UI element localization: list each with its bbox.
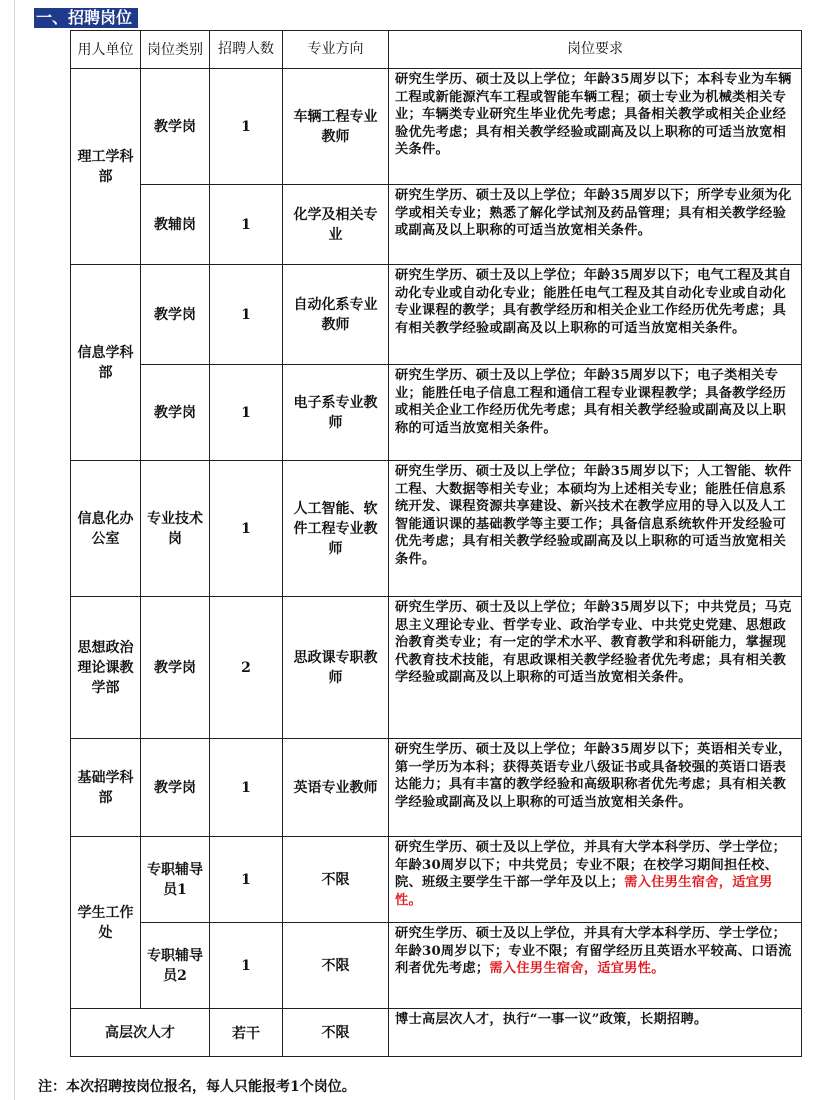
table-row bbox=[71, 461, 802, 597]
req-cell: 研究生学历、硕士及以上学位；年龄35周岁以下；所学专业须为化学或相关专业；熟悉了解化学试剂及药品管理；具有相关教学经验或副高及以上职称的可适当放宽相关条件。 bbox=[389, 185, 802, 265]
table-row bbox=[71, 1009, 802, 1057]
type-cell: 专职辅导员1 bbox=[141, 837, 210, 923]
header-major: 专业方向 bbox=[283, 31, 389, 69]
major-cell: 不限 bbox=[283, 837, 389, 923]
recruitment-table bbox=[70, 30, 802, 1057]
major-cell: 不限 bbox=[283, 1009, 389, 1057]
type-cell: 教学岗 bbox=[141, 365, 210, 461]
req-cell: 研究生学历、硕士及以上学位；年龄35周岁以下；本科专业为车辆工程或新能源汽车工程或智能车辆工程；硕士专业为机械类相关专业；车辆类专业研究生毕业优先考虑；具备相关教学或相关企业经验优先考虑；具有相关教学经验或副高及以上职称的可适当放宽相关条件。 bbox=[389, 69, 802, 185]
count-cell: 1 bbox=[210, 837, 283, 923]
table-row bbox=[71, 365, 802, 461]
req-cell: 研究生学历、硕士及以上学位；年龄35周岁以下；中共党员；马克思主义理论专业、哲学专业、政治学专业、中共党史党建、思想政治教育类专业；有一定的学术水平、教育教学和科研能力，掌握现代教育技术技能，有思政课相关教学经验者优先考虑；具有相关教学经验或副高及以上职称的可适当放宽相关条件。 bbox=[389, 597, 802, 739]
table-row bbox=[71, 923, 802, 1009]
table-row bbox=[71, 265, 802, 365]
major-cell: 车辆工程专业教师 bbox=[283, 69, 389, 185]
count-cell: 1 bbox=[210, 923, 283, 1009]
major-cell: 人工智能、软件工程专业教师 bbox=[283, 461, 389, 597]
dept-cell: 基础学科部 bbox=[71, 739, 141, 837]
type-cell: 教学岗 bbox=[141, 739, 210, 837]
req-cell: 研究生学历、硕士及以上学位；年龄35周岁以下；英语相关专业，第一学历为本科；获得英语专业八级证书或具备较强的英语口语表达能力；具有丰富的教学经验和高级职称者优先考虑；具有相关教学经验或副高及以上职称的可适当放宽相关条件。 bbox=[389, 739, 802, 837]
header-req: 岗位要求 bbox=[389, 31, 802, 69]
dept-type-cell: 高层次人才 bbox=[71, 1009, 210, 1057]
req-cell: 研究生学历、硕士及以上学位，并具有大学本科学历、学士学位；年龄30周岁以下；专业不限；有留学经历且英语水平较高、口语流利者优先考虑；需入住男生宿舍，适宜男性。 bbox=[389, 923, 802, 1009]
req-cell: 研究生学历、硕士及以上学位；年龄35周岁以下；电气工程及其自动化专业或自动化专业；能胜任电气工程及其自动化专业或自动化专业课程的教学；具有教学经历和相关企业工作经历优先考虑；具有相关教学经验或副高及以上职称的可适当放宽相关条件。 bbox=[389, 265, 802, 365]
type-cell: 教学岗 bbox=[141, 69, 210, 185]
req-cell: 博士高层次人才，执行“一事一议”政策，长期招聘。 bbox=[389, 1009, 802, 1057]
dept-cell: 信息学科部 bbox=[71, 265, 141, 461]
page-left-rule bbox=[14, 0, 15, 1100]
req-cell: 研究生学历、硕士及以上学位，并具有大学本科学历、学士学位；年龄30周岁以下；中共党员；专业不限；在校学习期间担任校、院、班级主要学生干部一学年及以上；需入住男生宿舍，适宜男性。 bbox=[389, 837, 802, 923]
count-cell: 2 bbox=[210, 597, 283, 739]
table-row bbox=[71, 69, 802, 185]
count-cell: 1 bbox=[210, 365, 283, 461]
type-cell: 教学岗 bbox=[141, 597, 210, 739]
type-cell: 教辅岗 bbox=[141, 185, 210, 265]
req-cell: 研究生学历、硕士及以上学位；年龄35周岁以下；人工智能、软件工程、大数据等相关专业；本硕均为上述相关专业；能胜任信息系统开发、课程资源共享建设、新兴技术在教学应用的导入以及人工智能通识课的基础教学等主要工作；具备信息系统软件开发经验可优先考虑；具有相关教学经验或副高及以上职称的可适当放宽相关条件。 bbox=[389, 461, 802, 597]
section-title: 一、招聘岗位 bbox=[34, 8, 138, 28]
count-cell: 1 bbox=[210, 185, 283, 265]
major-cell: 化学及相关专业 bbox=[283, 185, 389, 265]
major-cell: 英语专业教师 bbox=[283, 739, 389, 837]
header-type: 岗位类别 bbox=[141, 31, 210, 69]
major-cell: 自动化系专业教师 bbox=[283, 265, 389, 365]
table-row bbox=[71, 185, 802, 265]
type-cell: 专职辅导员2 bbox=[141, 923, 210, 1009]
header-row bbox=[71, 31, 802, 69]
type-cell: 专业技术岗 bbox=[141, 461, 210, 597]
req-cell: 研究生学历、硕士及以上学位；年龄35周岁以下；电子类相关专业；能胜任电子信息工程和通信工程专业课程教学；具备教学经历或相关企业工作经历优先考虑；具有相关教学经验或副高及以上职称的可适当放宽相关条件。 bbox=[389, 365, 802, 461]
table-row bbox=[71, 739, 802, 837]
major-cell: 不限 bbox=[283, 923, 389, 1009]
dept-cell: 理工学科部 bbox=[71, 69, 141, 265]
count-cell: 1 bbox=[210, 69, 283, 185]
header-dept: 用人单位 bbox=[71, 31, 141, 69]
major-cell: 电子系专业教师 bbox=[283, 365, 389, 461]
footnote: 注：本次招聘按岗位报名，每人只能报考1个岗位。 bbox=[38, 1079, 356, 1095]
req-highlight: 需入住男生宿舍，适宜男性。 bbox=[395, 875, 773, 908]
count-cell: 1 bbox=[210, 265, 283, 365]
header-count: 招聘人数 bbox=[210, 31, 283, 69]
req-highlight: 需入住男生宿舍，适宜男性。 bbox=[489, 961, 665, 976]
count-cell: 1 bbox=[210, 461, 283, 597]
dept-cell: 思想政治理论课教学部 bbox=[71, 597, 141, 739]
table-row bbox=[71, 597, 802, 739]
major-cell: 思政课专职教师 bbox=[283, 597, 389, 739]
dept-cell: 信息化办公室 bbox=[71, 461, 141, 597]
table-row bbox=[71, 837, 802, 923]
type-cell: 教学岗 bbox=[141, 265, 210, 365]
dept-cell: 学生工作处 bbox=[71, 837, 141, 1009]
count-cell: 1 bbox=[210, 739, 283, 837]
count-cell: 若干 bbox=[210, 1009, 283, 1057]
